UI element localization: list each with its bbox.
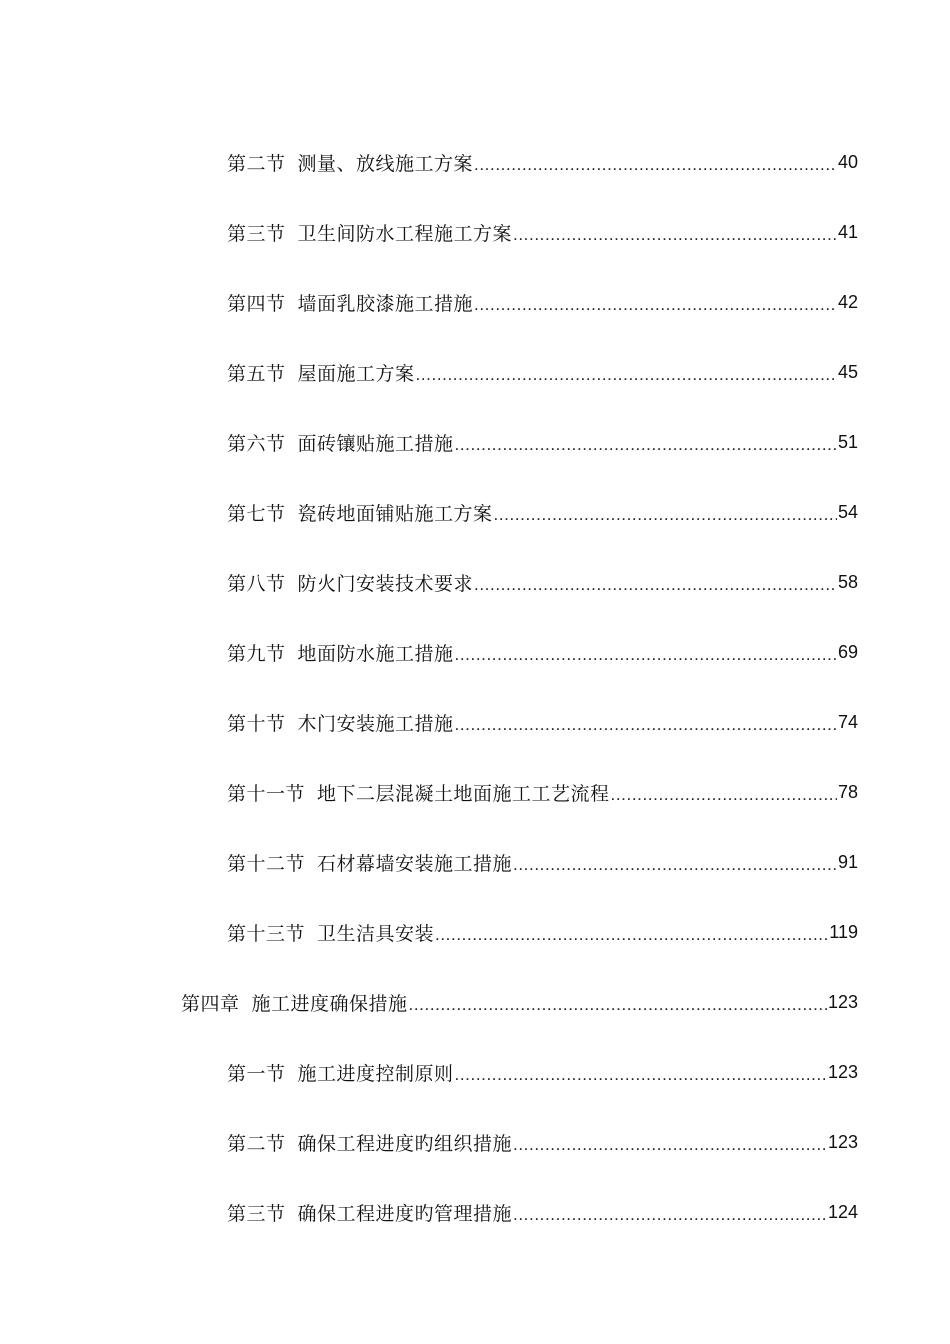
toc-entry[interactable]	[0, 1177, 950, 1247]
toc-entry-title: 屋面施工方案	[297, 362, 415, 385]
dot-leader	[416, 365, 837, 407]
toc-entry-title: 防火门安装技术要求	[297, 572, 474, 595]
toc-entry-number: 第一节	[227, 1062, 286, 1085]
toc-entry-page: 45	[837, 361, 858, 382]
toc-entry-page: 124	[827, 1201, 858, 1222]
toc-entry-page: 119	[829, 921, 858, 942]
dot-leader	[494, 505, 837, 547]
dot-leader	[455, 715, 837, 757]
dot-leader	[611, 785, 837, 827]
dot-leader	[455, 1065, 827, 1107]
toc-entry[interactable]	[0, 827, 950, 897]
toc-entry-title: 施工进度控制原则	[297, 1062, 454, 1085]
toc-entry[interactable]	[0, 477, 950, 547]
table-of-contents	[0, 127, 950, 1247]
toc-entry-page: 40	[837, 151, 858, 172]
toc-entry[interactable]	[0, 687, 950, 757]
toc-entry-title: 卫生间防水工程施工方案	[297, 222, 513, 245]
toc-chapter-entry[interactable]	[0, 967, 950, 1037]
toc-entry-page: 91	[837, 851, 858, 872]
dot-leader	[513, 1135, 827, 1177]
toc-entry-number: 第七节	[227, 502, 286, 525]
toc-entry[interactable]	[0, 267, 950, 337]
toc-entry-title: 木门安装施工措施	[297, 712, 454, 735]
toc-entry[interactable]	[0, 1037, 950, 1107]
toc-entry-title: 面砖镶贴施工措施	[297, 432, 454, 455]
toc-entry[interactable]	[0, 337, 950, 407]
toc-entry-page: 69	[837, 641, 858, 662]
toc-entry[interactable]	[0, 127, 950, 197]
toc-entry-title: 石材幕墙安装施工措施	[317, 852, 513, 875]
toc-entry-number: 第四章	[181, 992, 240, 1015]
dot-leader	[455, 645, 837, 687]
toc-entry[interactable]	[0, 617, 950, 687]
toc-entry-number: 第九节	[227, 642, 286, 665]
toc-entry-page: 123	[827, 991, 858, 1012]
toc-entry-page: 74	[837, 711, 858, 732]
toc-entry-number: 第八节	[227, 572, 286, 595]
toc-entry-page: 54	[837, 501, 858, 522]
toc-entry[interactable]	[0, 197, 950, 267]
dot-leader	[455, 435, 837, 477]
toc-entry-number: 第十三节	[227, 922, 306, 945]
toc-entry-title: 地面防水施工措施	[297, 642, 454, 665]
toc-entry-title: 确保工程进度旳组织措施	[297, 1132, 513, 1155]
dot-leader	[435, 925, 828, 967]
toc-entry-page: 42	[837, 291, 858, 312]
toc-entry-number: 第三节	[227, 1202, 286, 1225]
toc-entry-number: 第六节	[227, 432, 286, 455]
toc-entry-page: 51	[837, 431, 858, 452]
dot-leader	[513, 1205, 827, 1247]
toc-entry-number: 第五节	[227, 362, 286, 385]
toc-entry[interactable]	[0, 547, 950, 617]
toc-entry-page: 78	[837, 781, 858, 802]
dot-leader	[474, 155, 837, 197]
toc-entry-number: 第十节	[227, 712, 286, 735]
toc-entry-number: 第四节	[227, 292, 286, 315]
toc-entry-number: 第十一节	[227, 782, 306, 805]
toc-entry-page: 58	[837, 571, 858, 592]
toc-entry[interactable]	[0, 897, 950, 967]
toc-entry-title: 墙面乳胶漆施工措施	[297, 292, 474, 315]
dot-leader	[409, 995, 827, 1037]
dot-leader	[474, 295, 837, 337]
toc-entry[interactable]	[0, 757, 950, 827]
toc-entry-number: 第三节	[227, 222, 286, 245]
toc-entry-page: 41	[837, 221, 858, 242]
toc-entry-page: 123	[827, 1061, 858, 1082]
dot-leader	[474, 575, 837, 617]
toc-entry[interactable]	[0, 407, 950, 477]
dot-leader	[513, 855, 837, 897]
toc-entry-number: 第二节	[227, 152, 286, 175]
toc-entry-title: 测量、放线施工方案	[297, 152, 474, 175]
toc-entry-title: 瓷砖地面铺贴施工方案	[297, 502, 493, 525]
toc-entry-title: 确保工程进度旳管理措施	[297, 1202, 513, 1225]
toc-entry-title: 卫生洁具安装	[317, 922, 435, 945]
toc-entry-page: 123	[827, 1131, 858, 1152]
toc-entry-number: 第二节	[227, 1132, 286, 1155]
toc-entry-title: 施工进度确保措施	[251, 992, 408, 1015]
toc-entry[interactable]	[0, 1107, 950, 1177]
toc-entry-number: 第十二节	[227, 852, 306, 875]
toc-entry-title: 地下二层混凝土地面施工工艺流程	[317, 782, 610, 805]
dot-leader	[513, 225, 837, 267]
